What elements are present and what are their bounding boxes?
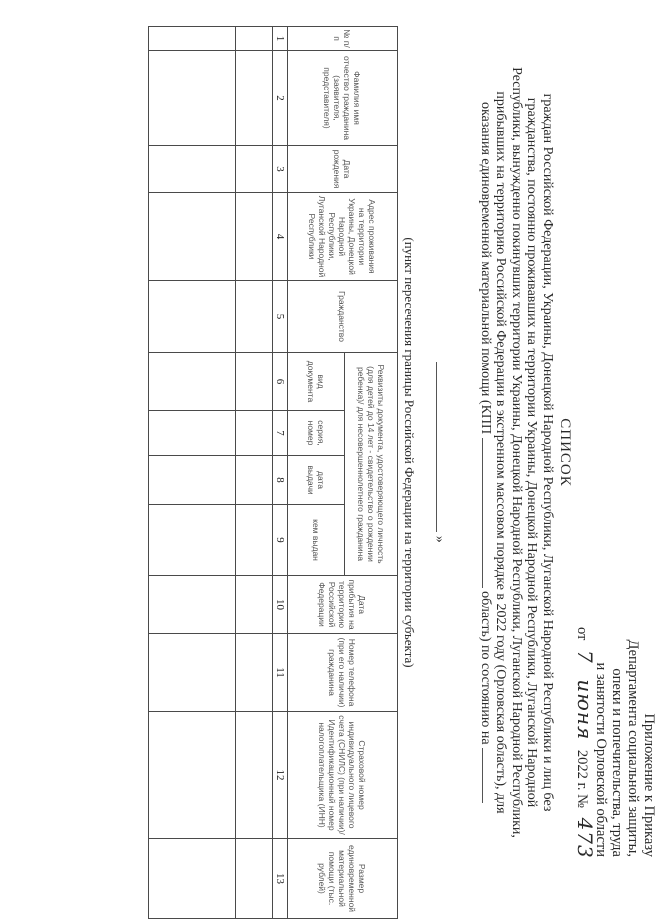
- col-number: 12: [273, 712, 288, 839]
- table-cell: [149, 576, 236, 634]
- table-cell: [236, 411, 273, 456]
- date-prefix: от: [574, 627, 590, 641]
- table-cell: [149, 456, 236, 505]
- intro-line-5-start: оказания единовременной материальной помощи (КПП: [478, 101, 493, 435]
- col-number: 11: [273, 634, 288, 712]
- col-number: 1: [273, 27, 288, 51]
- header-document-group: Реквизиты документа, удостоверяющего личность (для детей до 14 лет - свидетельство о рождении ребенка)/ для несовершеннолетнего гражданина: [345, 353, 398, 576]
- table-cell: [149, 634, 236, 712]
- header-line-4: и занятости Орловской области: [593, 662, 609, 857]
- intro-line-4: прибывших на территорию Российской Федерации в экстренном массовом порядке в 2022 году (Орловская область), для: [493, 91, 509, 814]
- header-line-2: Департамента социальной защиты,: [625, 639, 641, 857]
- table-cell: [236, 281, 273, 353]
- col-number: 13: [273, 839, 288, 919]
- table-cell: [149, 51, 236, 146]
- table-cell: [149, 712, 236, 839]
- quote-line: [431, 8, 448, 897]
- table-cell: [236, 193, 273, 281]
- intro-line-2: гражданства, постоянно проживавших на территории Украины, Донецкой Народной Республики, Луганской Народной: [524, 97, 540, 808]
- header-phone: Номер телефона (при его наличии) гражданина: [288, 634, 398, 712]
- table-cell: [149, 411, 236, 456]
- col-number: 6: [273, 353, 288, 411]
- col-number: 8: [273, 456, 288, 505]
- header-snils-inn: Страховой номер индивидуального лицевого счета (СНИЛС) (при наличии)/ Идентификационный номер налогоплательщика (ИНН): [288, 712, 398, 839]
- intro-line-5-end: область) по состоянию на: [478, 591, 493, 745]
- handwritten-month: июня: [573, 679, 597, 741]
- header-doc-issuer: кем выдан: [288, 505, 345, 576]
- table-cell: [149, 353, 236, 411]
- table-cell: [236, 146, 273, 193]
- header-num: № п/п: [288, 27, 398, 51]
- quote-mark: »: [432, 535, 447, 543]
- date-suffix: 2022 г. №: [574, 749, 590, 808]
- header-doc-date: дата выдачи: [288, 456, 345, 505]
- table-cell: [236, 576, 273, 634]
- header-doc-series: серия, номер: [288, 411, 345, 456]
- col-number: 10: [273, 576, 288, 634]
- col-number: 5: [273, 281, 288, 353]
- table-cell: [149, 281, 236, 353]
- intro-line-5: [478, 23, 494, 882]
- appendix-header: [574, 627, 657, 857]
- table-cell: [236, 505, 273, 576]
- checkpoint-caption: (пункт пересечения границы Российской Федерации на территории субъекта): [402, 237, 417, 668]
- header-date-line: [573, 627, 597, 859]
- intro-line-1: граждан Российской Федерации, Украины, Донецкой Народной Республики, Луганской Народной Республики и лиц без: [540, 93, 555, 812]
- date-blank: [482, 748, 493, 803]
- intro-line-3: Республики, вынужденно покинувших территории Украины, Донецкой Народной Республики, Луганской Народной Республики,: [509, 67, 524, 838]
- table-cell: [149, 27, 236, 51]
- header-line-1: Приложение к Приказу: [641, 713, 657, 857]
- document-title: СПИСОК: [557, 418, 573, 487]
- header-fio: Фамилия имя отчество гражданина (заявителя, представителя): [288, 51, 398, 146]
- table-row: [149, 27, 236, 919]
- table-cell: [236, 27, 273, 51]
- col-number: 2: [273, 51, 288, 146]
- kpp-blank: [482, 438, 493, 588]
- table-cell: [236, 712, 273, 839]
- header-citizenship: Гражданство: [288, 281, 398, 353]
- col-number: 3: [273, 146, 288, 193]
- handwritten-order-number: 473: [573, 817, 597, 859]
- col-number: 7: [273, 411, 288, 456]
- checkpoint-blank: [436, 362, 448, 532]
- header-address: Адрес проживания на территории Украины, Донецкой Народной Республики, Луганской Народной Республики: [288, 193, 398, 281]
- rotated-document-sheet: [0, 8, 661, 913]
- table-row: [236, 27, 273, 919]
- table-cell: [149, 146, 236, 193]
- col-number: 9: [273, 505, 288, 576]
- header-doc-type: вид документа: [288, 353, 345, 411]
- table-cell: [236, 456, 273, 505]
- column-number-row: [273, 27, 288, 919]
- col-number: 4: [273, 193, 288, 281]
- document-intro: [478, 23, 556, 882]
- header-aid-amount: Размер единовременной материальной помощи (тыс. рублей): [288, 839, 398, 919]
- table-cell: [149, 839, 236, 919]
- table-cell: [236, 51, 273, 146]
- header-line-3: опеки и попечительства, труда: [609, 668, 625, 857]
- table-cell: [236, 353, 273, 411]
- handwritten-day: 7: [573, 650, 597, 664]
- header-dob: Дата рождения: [288, 146, 398, 193]
- table-cell: [236, 634, 273, 712]
- header-arrival-date: Дата прибытия на территорию Российской Федерации: [288, 576, 398, 634]
- table-cell: [236, 839, 273, 919]
- table-cell: [149, 505, 236, 576]
- citizens-list-table: [148, 26, 398, 919]
- table-cell: [149, 193, 236, 281]
